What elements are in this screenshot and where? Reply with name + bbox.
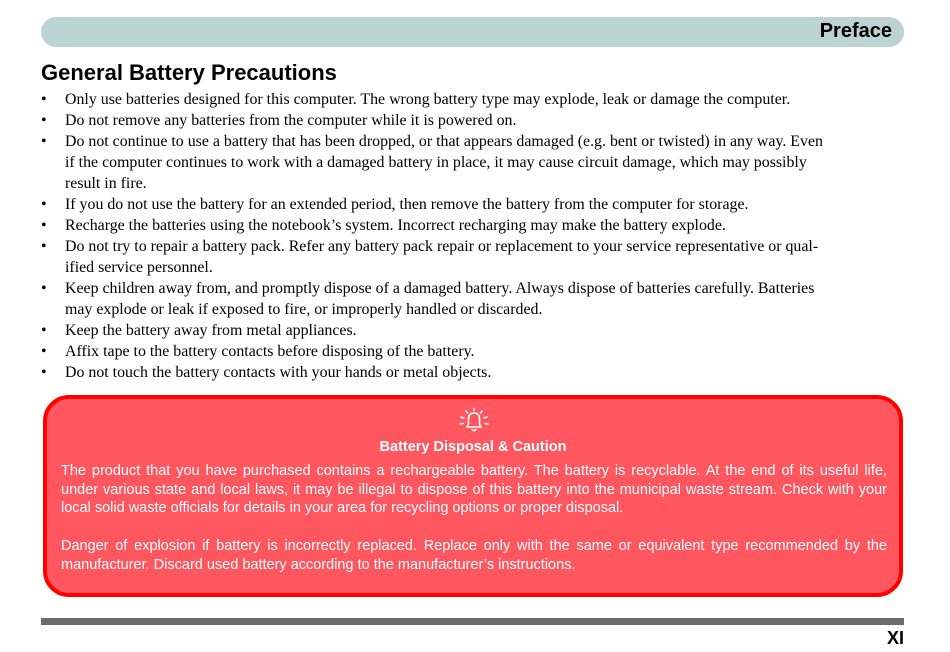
bullet-glyph: • bbox=[41, 217, 47, 234]
precaution-item bbox=[41, 320, 907, 341]
header-title: Preface bbox=[819, 20, 892, 42]
precaution-text-line: Do not remove any batteries from the computer while it is powered on. bbox=[65, 112, 517, 129]
precaution-item bbox=[41, 278, 907, 320]
bullet-glyph: • bbox=[41, 196, 47, 213]
precaution-text-line: result in fire. bbox=[65, 175, 147, 192]
caution-paragraph-recycling: The product that you have purchased contains a rechargeable battery. The battery is recyclable. At the end of its useful life, under various state and local laws, it may be illegal to dispose of this battery into the municipal waste stream. Check with your local solid waste officials for details in your area for recycling options or proper disposal. bbox=[61, 463, 887, 516]
bullet-glyph: • bbox=[41, 343, 47, 360]
bullet-glyph: • bbox=[41, 133, 47, 150]
precaution-text-line: Do not try to repair a battery pack. Refer any battery pack repair or replacement to your service representative or qual- bbox=[65, 238, 819, 255]
caution-paragraph-explosion: Danger of explosion if battery is incorrectly replaced. Replace only with the same or equivalent type recommended by the manufacturer. Discard used battery according to the manufacturer’s instructions. bbox=[61, 538, 887, 573]
bullet-glyph: • bbox=[41, 322, 47, 339]
header-bar bbox=[41, 17, 904, 47]
alarm-bell-icon bbox=[457, 407, 491, 435]
precaution-text-line: Do not continue to use a battery that has been dropped, or that appears damaged (e.g. bent or twisted) in any way. Even bbox=[65, 133, 823, 150]
precaution-text-line: Only use batteries designed for this computer. The wrong battery type may explode, leak or damage the computer. bbox=[65, 91, 791, 108]
precaution-item bbox=[41, 215, 907, 236]
caution-title: Battery Disposal & Caution bbox=[379, 439, 567, 455]
bullet-glyph: • bbox=[41, 91, 47, 108]
bullet-glyph: • bbox=[41, 280, 47, 297]
precaution-item bbox=[41, 131, 907, 194]
precaution-item bbox=[41, 194, 907, 215]
precaution-text-line: Keep the battery away from metal appliances. bbox=[65, 322, 357, 339]
precaution-text-line: Affix tape to the battery contacts before disposing of the battery. bbox=[65, 343, 475, 360]
bullet-glyph: • bbox=[41, 112, 47, 129]
precaution-item bbox=[41, 236, 907, 278]
precaution-text-line: If you do not use the battery for an extended period, then remove the battery from the computer for storage. bbox=[65, 196, 749, 213]
section-title: General Battery Precautions bbox=[41, 60, 337, 85]
caution-box bbox=[43, 395, 903, 597]
precaution-text-line: if the computer continues to work with a damaged battery in place, it may cause circuit damage, which may possibly bbox=[65, 154, 807, 171]
precaution-text-line: Keep children away from, and promptly dispose of a damaged battery. Always dispose of batteries carefully. Batteries bbox=[65, 280, 815, 297]
precaution-text-line: ified service personnel. bbox=[65, 259, 213, 276]
precaution-text-line: Do not touch the battery contacts with your hands or metal objects. bbox=[65, 364, 492, 381]
precaution-item bbox=[41, 341, 907, 362]
page-number: XI bbox=[886, 628, 904, 648]
precaution-item bbox=[41, 110, 907, 131]
precaution-text-line: Recharge the batteries using the notebook’s system. Incorrect recharging may make the battery explode. bbox=[65, 217, 726, 234]
precaution-item bbox=[41, 362, 907, 383]
footer-bar bbox=[41, 618, 904, 625]
precautions-list bbox=[41, 89, 907, 383]
bullet-glyph: • bbox=[41, 364, 47, 381]
bullet-glyph: • bbox=[41, 238, 47, 255]
precaution-item bbox=[41, 89, 907, 110]
precaution-text-line: may explode or leak if exposed to fire, or improperly handled or discarded. bbox=[65, 301, 543, 318]
